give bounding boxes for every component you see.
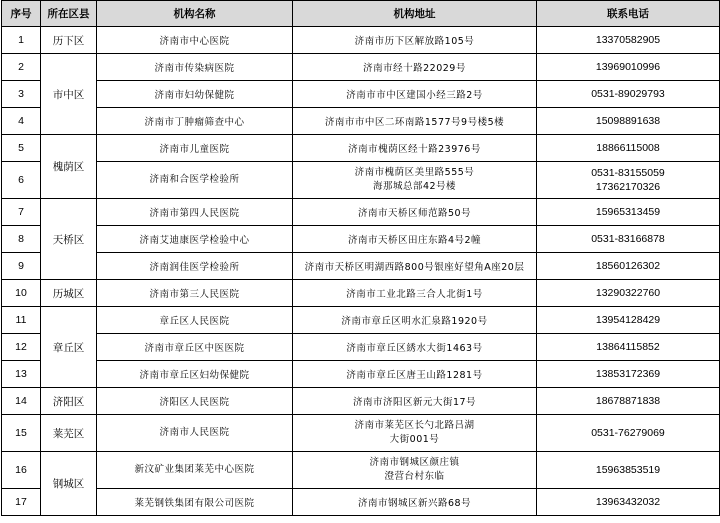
row-address (293, 54, 537, 81)
row-district: 历城区 (41, 280, 97, 307)
row-seq: 4 (2, 108, 41, 135)
address-line: 澄营台村东临 (384, 471, 445, 482)
header-phone: 联系电话 (537, 1, 720, 27)
phone-line: 0531-83166878 (591, 233, 665, 245)
phone-line: 13853172369 (595, 368, 661, 380)
row-name: 莱芜钢铁集团有限公司医院 (97, 489, 293, 516)
header-district: 所在区县 (41, 1, 97, 27)
header-address: 机构地址 (293, 1, 537, 27)
row-phone (537, 334, 720, 361)
table-row (2, 415, 720, 452)
row-name: 济南和合医学检验所 (97, 162, 293, 199)
row-name: 济南市丁肿瘤筛查中心 (97, 108, 293, 135)
table-row (2, 54, 720, 81)
address-line: 大街001号 (389, 434, 440, 445)
address-line: 济南市济阳区新元大街17号 (352, 397, 477, 408)
row-seq: 6 (2, 162, 41, 199)
row-seq: 5 (2, 135, 41, 162)
row-seq: 14 (2, 388, 41, 415)
row-seq: 13 (2, 361, 41, 388)
row-name: 济阳区人民医院 (97, 388, 293, 415)
row-phone (537, 108, 720, 135)
row-seq: 12 (2, 334, 41, 361)
row-district: 章丘区 (41, 307, 97, 388)
phone-line: 13954128429 (595, 314, 661, 326)
address-line: 济南市天桥区明湖西路800号银座好望角A座20层 (304, 262, 525, 273)
row-phone (537, 452, 720, 489)
row-name: 济南市章丘区妇幼保健院 (97, 361, 293, 388)
row-name: 济南市儿童医院 (97, 135, 293, 162)
address-line: 济南市经十路22029号 (363, 63, 466, 74)
header-name: 机构名称 (97, 1, 293, 27)
row-seq: 8 (2, 226, 41, 253)
phone-line: 18560126302 (595, 260, 661, 272)
row-seq: 15 (2, 415, 41, 452)
row-name: 济南市人民医院 (97, 415, 293, 452)
row-district: 槐荫区 (41, 135, 97, 199)
row-name: 济南市妇幼保健院 (97, 81, 293, 108)
table-row (2, 226, 720, 253)
row-phone (537, 199, 720, 226)
row-district: 历下区 (41, 27, 97, 54)
row-seq: 2 (2, 54, 41, 81)
table-row (2, 489, 720, 516)
row-phone (537, 489, 720, 516)
table-row (2, 199, 720, 226)
address-line: 济南市工业北路三合人北街1号 (346, 289, 483, 300)
phone-line: 15965313459 (595, 206, 661, 218)
row-address (293, 253, 537, 280)
row-address (293, 135, 537, 162)
row-name: 济南市传染病医院 (97, 54, 293, 81)
row-address (293, 162, 537, 199)
phone-line: 15098891638 (595, 115, 661, 127)
row-address (293, 27, 537, 54)
row-name: 济南市第四人民医院 (97, 199, 293, 226)
row-name: 济南市章丘区中医医院 (97, 334, 293, 361)
table-row (2, 27, 720, 54)
phone-line: 13969010996 (595, 61, 661, 73)
address-line: 济南市槐荫区经十路23976号 (348, 144, 481, 155)
row-phone (537, 361, 720, 388)
row-phone (537, 415, 720, 452)
row-address (293, 334, 537, 361)
row-name: 济南润佳医学检验所 (97, 253, 293, 280)
phone-line: 17362170326 (595, 181, 661, 193)
phone-line: 15963853519 (595, 464, 661, 476)
address-line: 济南市章丘区明水汇泉路1920号 (341, 316, 488, 327)
address-line: 济南市莱芜区长勺北路吕湖 (354, 420, 475, 431)
phone-line: 18678871838 (595, 395, 661, 407)
table-row (2, 280, 720, 307)
phone-line: 13864115852 (596, 341, 660, 353)
row-phone (537, 27, 720, 54)
address-line: 济南市章丘区綉水大街1463号 (346, 343, 483, 354)
row-phone (537, 280, 720, 307)
row-seq: 17 (2, 489, 41, 516)
phone-line: 13290322760 (595, 287, 661, 299)
phone-line: 18866115008 (596, 142, 660, 154)
row-address (293, 452, 537, 489)
row-address (293, 361, 537, 388)
row-district: 莱芜区 (41, 415, 97, 452)
row-phone (537, 253, 720, 280)
phone-line: 0531-83155059 (591, 167, 665, 179)
row-phone (537, 307, 720, 334)
header-seq: 序号 (2, 1, 41, 27)
row-seq: 10 (2, 280, 41, 307)
address-line: 济南市市中区建国小经三路2号 (346, 90, 483, 101)
row-phone (537, 388, 720, 415)
address-line: 济南市市中区二环南路1577号9号楼5楼 (324, 117, 505, 128)
address-line: 济南市章丘区唐王山路1281号 (346, 370, 483, 381)
row-district: 天桥区 (41, 199, 97, 280)
row-address (293, 108, 537, 135)
row-name: 济南市第三人民医院 (97, 280, 293, 307)
phone-line: 0531-76279069 (591, 427, 665, 439)
address-line: 济南市钢城区颜庄镇 (369, 457, 460, 468)
phone-line: 0531-89029793 (591, 88, 665, 100)
address-line: 海那城总部42号楼 (372, 181, 457, 192)
table-row (2, 334, 720, 361)
row-address (293, 199, 537, 226)
row-phone (537, 135, 720, 162)
row-seq: 7 (2, 199, 41, 226)
row-seq: 16 (2, 452, 41, 489)
table-body (2, 27, 720, 516)
table-row (2, 135, 720, 162)
phone-line: 13370582905 (595, 34, 661, 46)
row-address (293, 226, 537, 253)
row-name: 章丘区人民医院 (97, 307, 293, 334)
address-line: 济南市钢城区新兴路68号 (357, 498, 472, 509)
table-row (2, 388, 720, 415)
table-row (2, 253, 720, 280)
address-line: 济南市天桥区师范路50号 (357, 208, 472, 219)
row-address (293, 307, 537, 334)
table-row (2, 81, 720, 108)
row-address (293, 81, 537, 108)
phone-line: 13963432032 (595, 496, 661, 508)
table-row (2, 361, 720, 388)
address-line: 济南市天桥区田庄东路4号2幢 (347, 235, 482, 246)
table-row (2, 162, 720, 199)
row-phone (537, 54, 720, 81)
row-district: 市中区 (41, 54, 97, 135)
row-phone (537, 226, 720, 253)
row-seq: 9 (2, 253, 41, 280)
address-line: 济南市历下区解放路105号 (354, 36, 475, 47)
row-district: 钢城区 (41, 452, 97, 516)
row-name: 新汶矿业集团莱芜中心医院 (97, 452, 293, 489)
row-address (293, 388, 537, 415)
row-address (293, 415, 537, 452)
row-address (293, 280, 537, 307)
row-phone (537, 162, 720, 199)
address-line: 济南市槐荫区美里路555号 (354, 167, 475, 178)
row-seq: 11 (2, 307, 41, 334)
row-phone (537, 81, 720, 108)
table-row (2, 452, 720, 489)
row-name: 济南艾迪康医学检验中心 (97, 226, 293, 253)
row-address (293, 489, 537, 516)
row-seq: 1 (2, 27, 41, 54)
row-seq: 3 (2, 81, 41, 108)
row-name: 济南市中心医院 (97, 27, 293, 54)
row-district: 济阳区 (41, 388, 97, 415)
table-header-row (2, 1, 720, 27)
institution-table (1, 0, 720, 516)
table-row (2, 108, 720, 135)
table-row (2, 307, 720, 334)
